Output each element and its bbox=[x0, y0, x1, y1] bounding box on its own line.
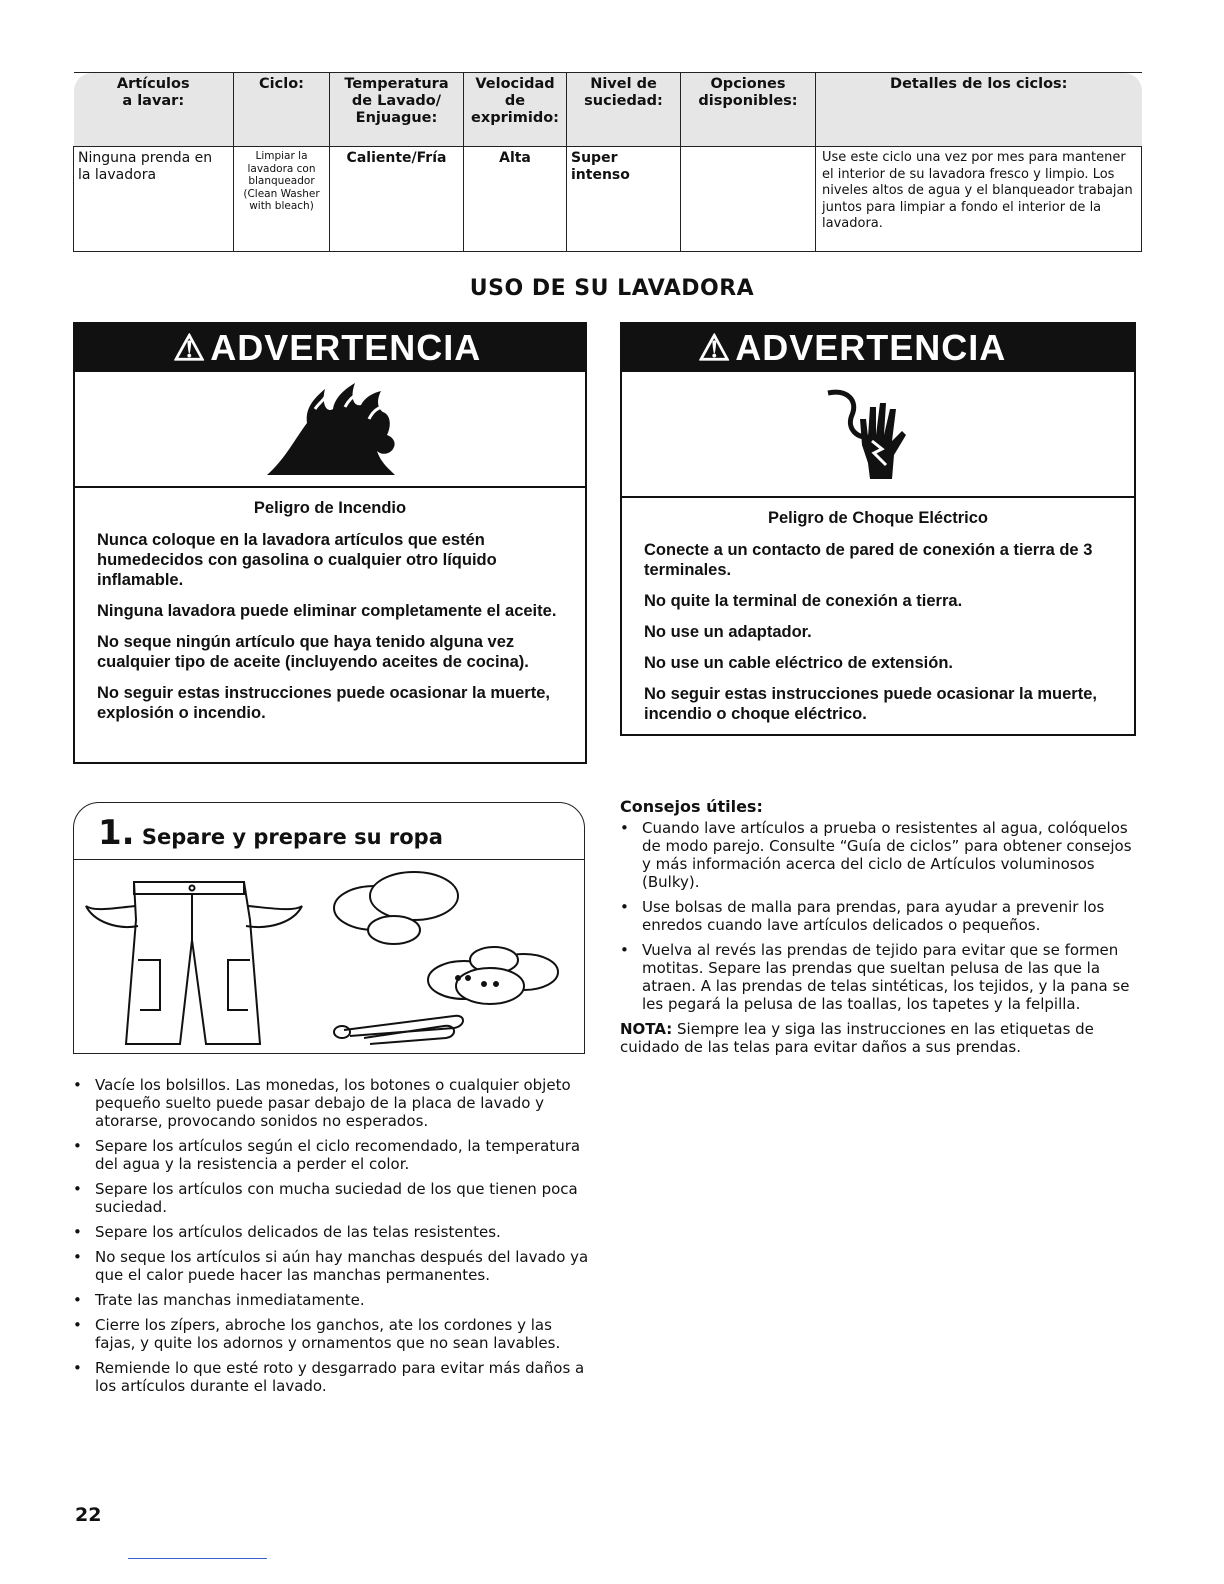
safety-pins-icon bbox=[334, 1016, 463, 1044]
table-header-cell bbox=[74, 73, 234, 147]
warning-triangle-icon: ⚠ bbox=[173, 327, 207, 368]
tips-section bbox=[620, 797, 1140, 1056]
table-header-cell bbox=[567, 73, 681, 147]
list-item: • Vacíe los bolsillos. Las monedas, los botones o cualquier objeto pequeño suelto puede pasar debajo de la placa de lavado y atorarse, provocando sonidos no esperados. bbox=[73, 1076, 593, 1130]
warning-heading: Peligro de Incendio bbox=[253, 499, 407, 517]
fire-icon bbox=[255, 379, 405, 479]
warning-banner bbox=[75, 324, 585, 372]
coins-icon bbox=[334, 872, 458, 944]
warning-text: No seguir estas instrucciones puede ocasionar la muerte, incendio o choque eléctrico. bbox=[644, 685, 1097, 723]
warning-banner bbox=[622, 324, 1134, 372]
table-header-cell bbox=[681, 73, 816, 147]
cell-items: Ninguna prenda en la lavadora bbox=[74, 147, 234, 252]
cell-temperature: Caliente/Fría bbox=[330, 147, 464, 252]
shock-pictogram bbox=[622, 372, 1134, 498]
cycle-table bbox=[73, 72, 1142, 252]
header-line: Artículos bbox=[116, 76, 190, 92]
warning-heading: Peligro de Choque Eléctrico bbox=[767, 509, 989, 527]
warning-banner-label: ADVERTENCIA bbox=[210, 327, 482, 368]
note-label: NOTA: bbox=[620, 1020, 673, 1038]
pants-icon bbox=[86, 882, 302, 1044]
tips-title: Consejos útiles: bbox=[620, 797, 763, 816]
step-header bbox=[74, 803, 584, 860]
header-line: Enjuague: bbox=[355, 110, 438, 126]
warning-text: Conecte a un contacto de pared de conexión a tierra de 3 terminales. bbox=[644, 541, 1093, 579]
table-header-row bbox=[74, 73, 1142, 147]
header-line: a lavar: bbox=[122, 93, 185, 109]
fire-pictogram bbox=[75, 372, 585, 488]
cell-details: Use este ciclo una vez por mes para mantener el interior de su lavadora fresco y limpio. Los niveles altos de agua y el blanqueador trabajan juntos para limpiar a fondo el interior de la lavadora. bbox=[816, 147, 1142, 252]
warning-text: No use un adaptador. bbox=[644, 623, 812, 641]
electric-shock-icon bbox=[818, 379, 938, 489]
footer-divider bbox=[128, 1558, 267, 1559]
header-line: de Lavado/ bbox=[351, 93, 442, 109]
list-item: • No seque los artículos si aún hay manchas después del lavado ya que el calor puede hacer las manchas permanentes. bbox=[73, 1248, 593, 1284]
list-item: • Separe los artículos según el ciclo recomendado, la temperatura del agua y la resistencia a perder el color. bbox=[73, 1137, 593, 1173]
step-title: Separe y prepare su ropa bbox=[141, 825, 443, 849]
warning-triangle-icon: ⚠ bbox=[698, 327, 732, 368]
header-line: Velocidad bbox=[475, 76, 555, 92]
table-header-cell bbox=[816, 73, 1142, 147]
warning-text: No use un cable eléctrico de extensión. bbox=[644, 654, 954, 672]
warning-text: Ninguna lavadora puede eliminar completamente el aceite. bbox=[97, 602, 557, 620]
cell-cycle: Limpiar la lavadora con blanqueador (Clean Washer with bleach) bbox=[234, 147, 330, 252]
step-box bbox=[73, 802, 585, 1054]
list-item: • Remiende lo que esté roto y desgarrado para evitar más daños a los artículos durante el lavado. bbox=[73, 1359, 593, 1395]
laundry-illustration bbox=[74, 860, 584, 1054]
table-header-cell bbox=[330, 73, 464, 147]
list-item: • Trate las manchas inmediatamente. bbox=[73, 1291, 593, 1309]
header-line: Ciclo: bbox=[259, 76, 304, 92]
shock-warning-box bbox=[620, 322, 1136, 736]
list-item: • Cierre los zípers, abroche los ganchos, ate los cordones y las fajas, y quite los adornos y ornamentos que no sean lavables. bbox=[73, 1316, 593, 1352]
header-line: de bbox=[504, 93, 526, 109]
list-item: • Separe los artículos delicados de las telas resistentes. bbox=[73, 1223, 593, 1241]
warning-text: No quite la terminal de conexión a tierra. bbox=[644, 592, 963, 610]
warning-text: No seque ningún artículo que haya tenido alguna vez cualquier tipo de aceite (incluyendo aceites de cocina). bbox=[97, 633, 529, 671]
header-line: Opciones bbox=[710, 76, 786, 92]
header-line: Temperatura bbox=[344, 76, 449, 92]
list-item: • Vuelva al revés las prendas de tejido para evitar que se formen motitas. Separe las prendas que sueltan pelusa de las que la atraen. A las prendas de telas sintéticas, los tejidos, y la pana se les pegará la pelusa de las toallas, los tapetes y la felpilla. bbox=[620, 941, 1140, 1013]
note bbox=[620, 1020, 1140, 1056]
header-line: Detalles de los ciclos: bbox=[890, 76, 1068, 92]
fire-warning-box bbox=[73, 322, 587, 764]
warning-banner-label: ADVERTENCIA bbox=[735, 327, 1007, 368]
step-number: 1. bbox=[98, 813, 135, 853]
warning-text: Nunca coloque en la lavadora artículos que estén humedecidos con gasolina o cualquier otro líquido inflamable. bbox=[97, 531, 497, 589]
cell-options bbox=[681, 147, 816, 252]
header-line: Nivel de bbox=[590, 76, 657, 92]
header-line: exprimido: bbox=[471, 110, 559, 126]
table-row bbox=[74, 147, 1142, 252]
cell-soil: Super intenso bbox=[567, 147, 681, 252]
list-item: • Use bolsas de malla para prendas, para ayudar a prevenir los enredos cuando lave artículos delicados o pequeños. bbox=[620, 898, 1140, 934]
buttons-icon bbox=[428, 947, 558, 1004]
section-title: USO DE SU LAVADORA bbox=[469, 276, 755, 301]
header-line: suciedad: bbox=[584, 93, 663, 109]
table-header-cell bbox=[234, 73, 330, 147]
list-item: • Cuando lave artículos a prueba o resistentes al agua, colóquelos de modo parejo. Consulte “Guía de ciclos” para obtener consejos y más información acerca del ciclo de Artículos voluminosos (Bulky). bbox=[620, 819, 1140, 891]
prep-list bbox=[73, 1076, 593, 1402]
list-item: • Separe los artículos con mucha suciedad de los que tienen poca suciedad. bbox=[73, 1180, 593, 1216]
table-header-cell bbox=[464, 73, 567, 147]
cell-spin: Alta bbox=[464, 147, 567, 252]
warning-text: No seguir estas instrucciones puede ocasionar la muerte, explosión o incendio. bbox=[97, 684, 550, 722]
header-line: disponibles: bbox=[698, 93, 798, 109]
note-text: Siempre lea y siga las instrucciones en las etiquetas de cuidado de las telas para evitar daños a sus prendas. bbox=[620, 1020, 1094, 1056]
page-number: 22 bbox=[75, 1504, 102, 1526]
tips-list bbox=[620, 819, 1140, 1013]
